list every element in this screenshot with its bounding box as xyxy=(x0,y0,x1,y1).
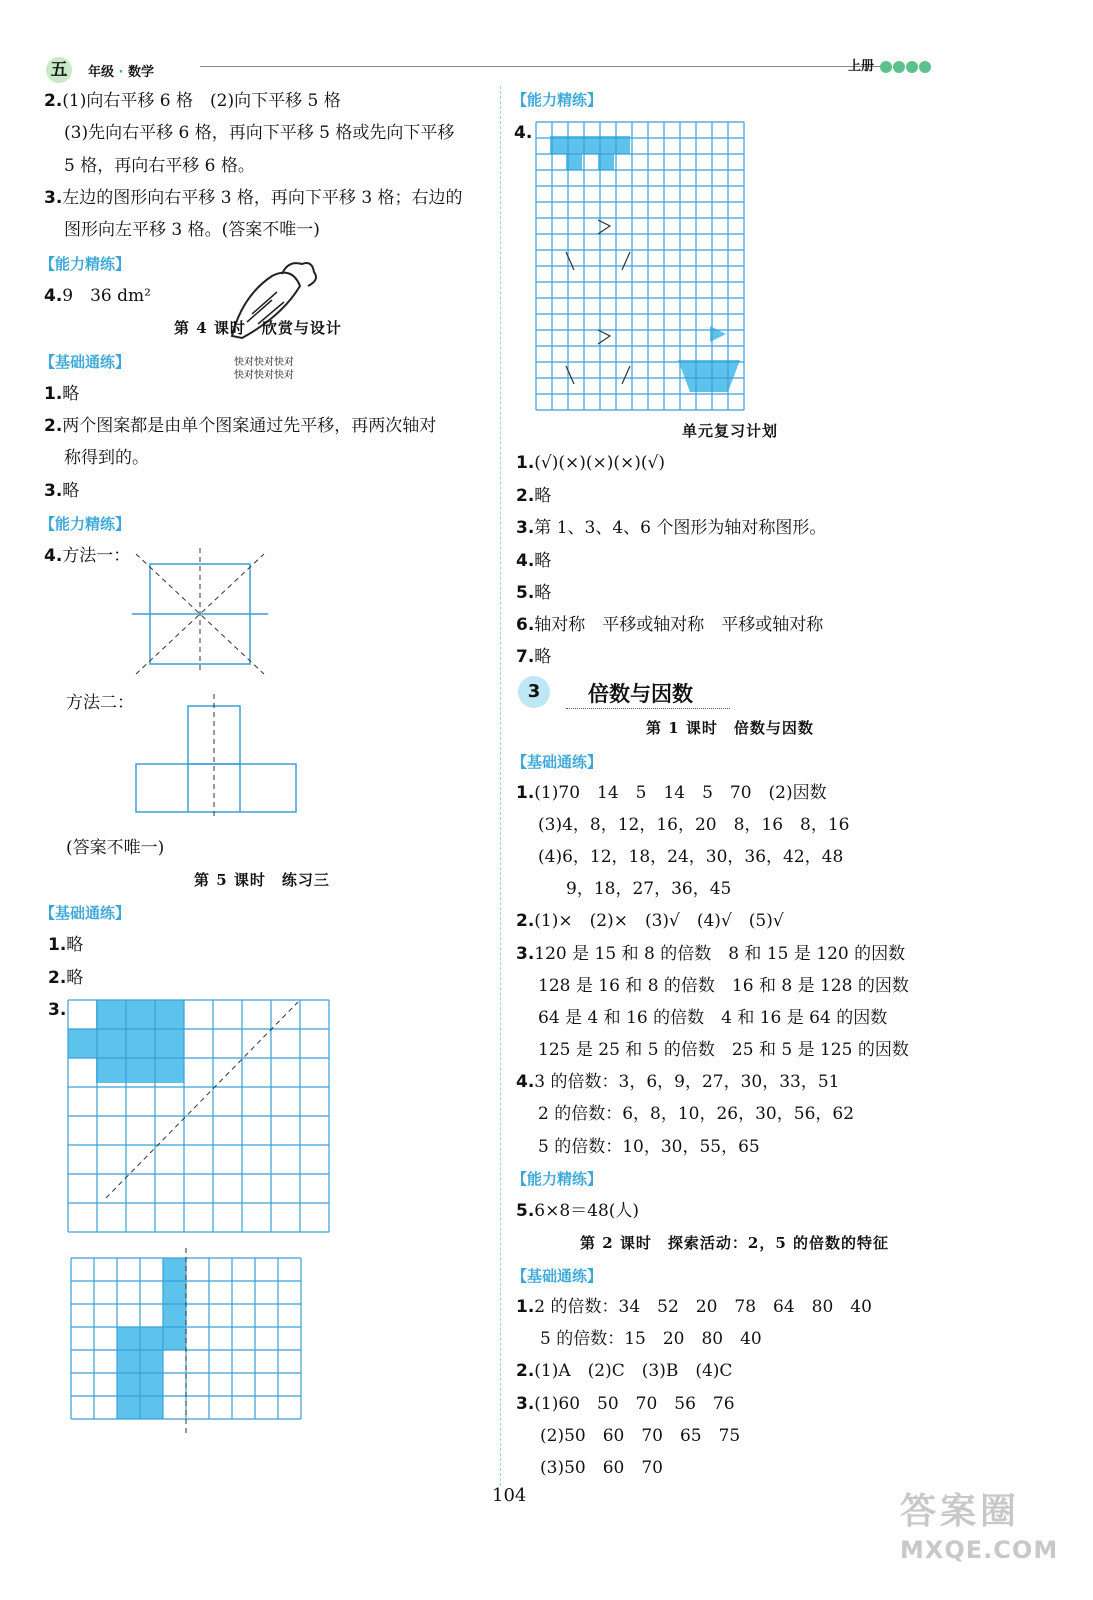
factor-5: 5.6×8＝48(人) xyxy=(516,1201,640,1221)
basic-2: 2.两个图案都是由单个图案通过先平移，再两次轴对 xyxy=(44,416,437,436)
answer-2-line2: (3)先向右平移 6 格，再向下平移 5 格或先向下平移 xyxy=(64,123,455,143)
page-number: 104 xyxy=(492,1485,527,1506)
review-3: 3.第 1、3、4、6 个图形为轴对称图形。 xyxy=(516,518,827,538)
section-tag-ability-right: 【能力精练】 xyxy=(512,91,603,109)
right-answer-4: 4. xyxy=(514,123,533,143)
column-divider xyxy=(500,86,501,1486)
factor-3-line2: 128 是 16 和 8 的倍数 16 和 8 是 128 的因数 xyxy=(538,976,909,996)
watermark xyxy=(900,1488,1080,1588)
factor-3-line4: 125 是 25 和 5 的倍数 25 和 5 是 125 的因数 xyxy=(538,1040,909,1060)
lesson-4-title: 第 4 课时 欣赏与设计 xyxy=(174,319,342,337)
lesson-5-title: 第 5 课时 练习三 xyxy=(194,871,330,889)
factor-1: 1.(1)70 14 5 14 5 70 (2)因数 xyxy=(516,783,827,803)
review-6: 6.轴对称 平移或轴对称 平移或轴对称 xyxy=(516,615,824,635)
doodle-caption: 快对快对快对 快对快对快对 xyxy=(234,357,294,381)
lesson-1-title: 第 1 课时 倍数与因数 xyxy=(646,719,814,737)
lesson-2-title: 第 2 课时 探索活动：2，5 的倍数的特征 xyxy=(580,1234,889,1252)
volume-label xyxy=(848,55,931,74)
design-grid xyxy=(534,120,746,414)
chapter-number: 3 xyxy=(518,676,550,708)
answer-4: 4.9 36 dm² xyxy=(44,286,151,306)
page-header xyxy=(40,55,1050,85)
method-note: (答案不唯一) xyxy=(66,838,165,858)
method-1-figure xyxy=(130,546,270,676)
review-1: 1.(√)(×)(×)(×)(√) xyxy=(516,453,666,473)
practice-2: 2.略 xyxy=(48,968,84,988)
translation-grid-b xyxy=(66,1248,306,1434)
review-7: 7.略 xyxy=(516,647,552,667)
answer-3: 3.左边的图形向右平移 3 格，再向下平移 3 格；右边的 xyxy=(44,188,463,208)
basic-2-line2: 称得到的。 xyxy=(64,448,149,468)
practice-3: 3. xyxy=(48,1000,67,1020)
multiple-2: 2.(1)A (2)C (3)B (4)C xyxy=(516,1361,733,1381)
chapter-underline xyxy=(566,708,730,709)
multiple-3-line3: (3)50 60 70 xyxy=(540,1458,663,1478)
answer-2: 2.(1)向右平移 6 格 (2)向下平移 5 格 xyxy=(44,91,341,111)
section-tag-basic-right-2: 【基础通练】 xyxy=(512,1267,603,1285)
basic-1: 1.略 xyxy=(44,384,80,404)
grade-badge: 五 xyxy=(46,57,72,83)
practice-1: 1.略 xyxy=(48,935,84,955)
unit-review-title: 单元复习计划 xyxy=(682,422,779,440)
answer-2-line3: 5 格，再向右平移 6 格。 xyxy=(64,156,255,176)
watermark-line2: MXQE.COM xyxy=(900,1536,1059,1564)
basic-3: 3.略 xyxy=(44,481,80,501)
factor-1-line3: (4)6，12，18，24，30，36，42，48 xyxy=(538,847,844,867)
method-2-figure xyxy=(134,690,298,820)
translation-grid-a xyxy=(66,998,334,1238)
section-tag-ability-right-2: 【能力精练】 xyxy=(512,1170,603,1188)
multiple-3: 3.(1)60 50 70 56 76 xyxy=(516,1394,735,1414)
answer-3-line2: 图形向左平移 3 格。(答案不唯一) xyxy=(64,220,320,240)
watermark-line1: 答案圈 xyxy=(900,1491,1021,1532)
factor-1-line4: 9，18，27，36，45 xyxy=(566,879,732,899)
chapter-title: 倍数与因数 xyxy=(588,682,693,706)
subject-text: 数学 xyxy=(128,65,155,80)
grade-text: 年级 xyxy=(88,65,115,80)
section-tag-ability-2: 【能力精练】 xyxy=(40,515,131,533)
section-tag-basic: 【基础通练】 xyxy=(40,353,131,371)
factor-4: 4.3 的倍数：3，6，9，27，30，33，51 xyxy=(516,1072,840,1092)
grade-subject: 年级 · 数学 xyxy=(88,65,155,80)
multiple-1: 1.2 的倍数：34 52 20 78 64 80 40 xyxy=(516,1297,872,1317)
factor-2: 2.(1)× (2)× (3)√ (4)√ (5)√ xyxy=(516,911,784,931)
method-1-label: 4.方法一： xyxy=(44,546,131,566)
factor-3: 3.120 是 15 和 8 的倍数 8 和 15 是 120 的因数 xyxy=(516,944,906,964)
section-tag-basic-right: 【基础通练】 xyxy=(512,753,603,771)
section-tag-ability: 【能力精练】 xyxy=(40,255,131,273)
factor-4-line2: 2 的倍数：6，8，10，26，30，56，62 xyxy=(538,1104,855,1124)
volume-text: 上册 xyxy=(848,59,875,74)
factor-3-line3: 64 是 4 和 16 的倍数 4 和 16 是 64 的因数 xyxy=(538,1008,888,1028)
review-5: 5.略 xyxy=(516,583,552,603)
factor-1-line2: (3)4，8，12，16，20 8，16 8，16 xyxy=(538,815,850,835)
method-2-label: 方法二： xyxy=(66,693,134,713)
factor-4-line3: 5 的倍数：10，30，55，65 xyxy=(538,1137,760,1157)
review-4: 4.略 xyxy=(516,551,552,571)
multiple-3-line2: (2)50 60 70 65 75 xyxy=(540,1426,741,1446)
review-2: 2.略 xyxy=(516,486,552,506)
header-rule xyxy=(200,66,890,67)
multiple-1-line2: 5 的倍数：15 20 80 40 xyxy=(540,1329,762,1349)
section-tag-basic-2: 【基础通练】 xyxy=(40,904,131,922)
